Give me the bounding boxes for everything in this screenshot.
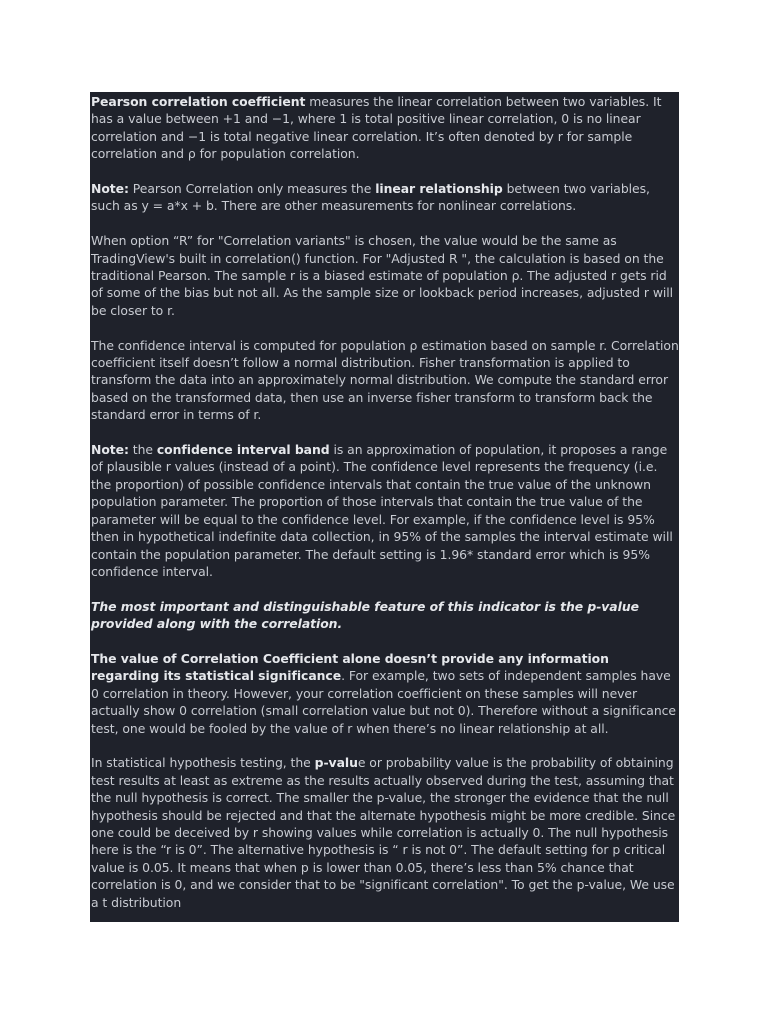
document-panel — [90, 92, 679, 922]
bold-term: Pearson correlation coefficient — [91, 94, 306, 109]
body-text: between two variables, such as y = a*x + b. There are other measurements for nonlinear correlations. — [91, 181, 650, 214]
paragraph-key-feature — [91, 598, 679, 633]
body-text: measures the linear correlation between two variables. It has a value between +1 and −1, where 1 is total positive linear correlation, 0 is no linear correlation and −1 is total negative linear correlation. It’s often denoted by r for sample correlation and ρ for population correlation. — [91, 94, 662, 162]
paragraph-significance — [91, 650, 679, 737]
body-text: The confidence interval is computed for population ρ estimation based on sample r. Correlation coefficient itself doesn’t follow a normal distribution. Fisher transformation is applied to transform the data into an approximately normal distribution. We compute the standard error based on the transformed data, then use an inverse fisher transform to transform back the standard error in terms of r. — [91, 337, 679, 423]
paragraph-confidence-interval — [91, 337, 679, 424]
paragraph-p-value — [91, 754, 679, 911]
bold-term: The value of Correlation Coefficient alone doesn’t provide any information regarding its statistical significance — [91, 650, 609, 684]
paragraph-pearson-definition — [91, 93, 679, 163]
paragraph-correlation-variants — [91, 232, 679, 319]
bold-term: linear relationship — [375, 181, 503, 197]
body-text: Pearson Correlation only measures the — [128, 181, 376, 197]
body-text: In statistical hypothesis testing, the — [91, 755, 315, 771]
body-text: e or probability value is the probability of obtaining test results at least as extreme as the results actually observed during the test, assuming that the null hypothesis is correct. The smaller the p-value, the stronger the evidence that the null hypothesis should be rejected and that the alternate hypothesis might be more credible. Since one could be deceived by r showing values while correlation is actually 0. The null hypothesis here is the “r is 0”. The alternative hypothesis is “ r is not 0”. The default setting for p critical value is 0.05. It means that when p is lower than 0.05, there’s less than 5% chance that correlation is 0, and we consider that to be "significant correlation". To get the p-value, We use a t distribution — [91, 755, 676, 910]
body-text: . For example, two sets of independent samples have 0 correlation in theory. However, your correlation coefficient on these samples will never actually show 0 correlation (small correlation value but not 0). Therefore without a significance test, one would be fooled by the value of r when there’s no linear relationship at all. — [91, 668, 676, 736]
paragraph-note-linear — [91, 180, 679, 215]
body-text: is an approximation of population, it proposes a range of plausible r values (instead of a point). The confidence level represents the frequency (i.e. the proportion) of possible confidence intervals that contain the true value of the unknown population parameter. The proportion of those intervals that contain the true value of the parameter will be equal to the confidence level. For example, if the confidence level is 95% then in hypothetical indefinite data collection, in 95% of the samples the interval estimate will contain the population parameter. The default setting is 1.96* standard error which is 95% confidence interval. — [91, 442, 673, 579]
bold-term: confidence interval band — [156, 442, 330, 458]
bold-term: p-valu — [314, 755, 358, 771]
emphasis-text: The most important and distinguishable feature of this indicator is the p-value provided along with the correlation. — [91, 598, 639, 632]
paragraph-note-confidence-band — [91, 441, 679, 580]
document-body — [90, 92, 679, 911]
note-label: Note: — [91, 442, 129, 458]
note-label: Note: — [91, 181, 129, 197]
body-text: the — [128, 442, 157, 458]
body-text: When option “R” for "Correlation variants" is chosen, the value would be the same as TradingView's built in correlation() function. For "Adjusted R ", the calculation is based on the traditional Pearson. The sample r is a biased estimate of population ρ. The adjusted r gets rid of some of the bias but not all. As the sample size or lookback period increases, adjusted r will be closer to r. — [91, 233, 674, 318]
